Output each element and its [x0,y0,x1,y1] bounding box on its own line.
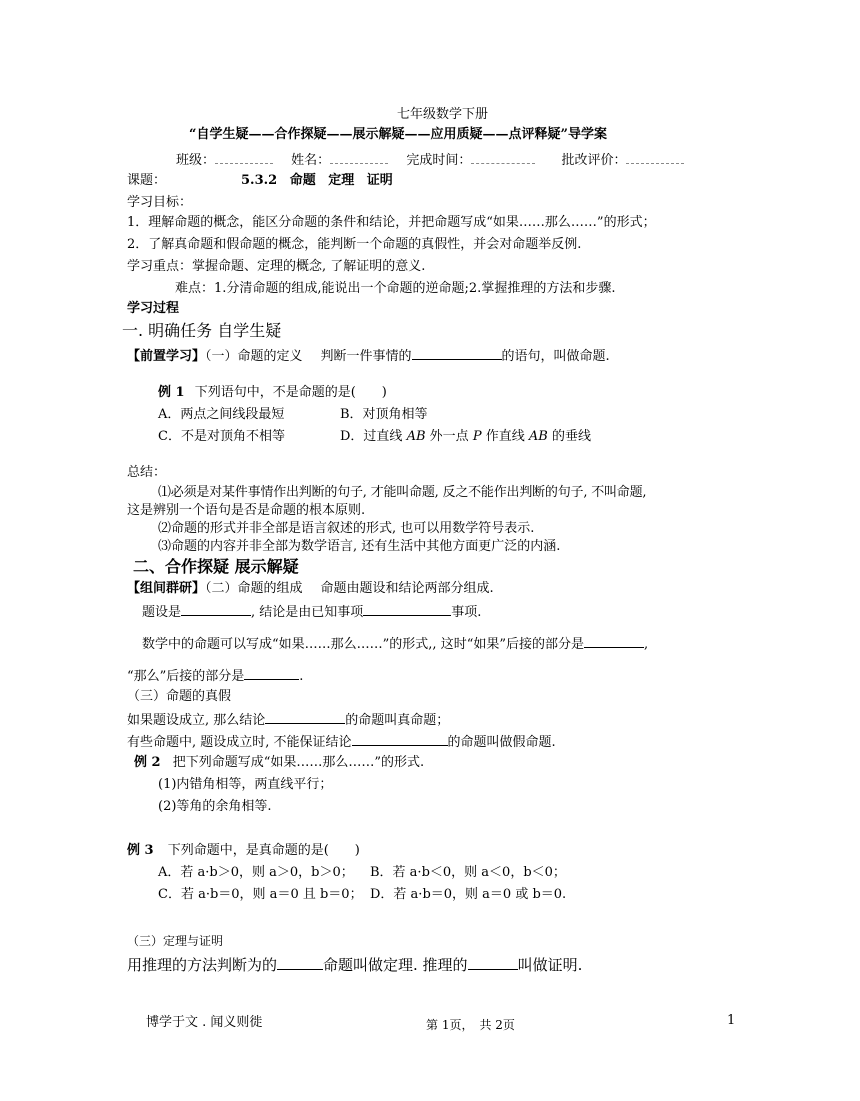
pre-study-tag: 【前置学习】 [127,349,206,364]
definition-blank[interactable] [412,346,502,360]
group-tag: 【组间群研】 [127,581,206,596]
example1-option-b: B．对顶角相等 [340,407,428,422]
example1-option-a: A．两点之间线段最短 [158,407,285,422]
form-text-a: 数学中的命题可以写成“如果……那么……”的形式,, 这时“如果”后接的部分是 [142,637,584,652]
example2-question: 把下列命题写成“如果……那么……”的形式. [172,755,425,770]
option-d-ab1: AB [406,429,426,444]
form-text-b: “那么”后接的部分是 [127,669,245,684]
example1-line [158,384,387,402]
name-field[interactable] [330,150,388,164]
premise-text-b: , 结论是由已知事项 [251,605,364,620]
time-field[interactable] [471,150,535,164]
premise-text-c: 事项. [451,605,482,620]
form-line-b [127,666,303,686]
topic-label: 课题： [127,173,167,188]
info-row [176,150,684,170]
form-text-c: . [299,669,304,684]
example1-option-c: C．不是对顶角不相等 [158,429,285,444]
example3-line [127,842,360,860]
footer-motto: 博学于文 . 闻义则徙 [146,1015,263,1030]
form-text-end: , [643,637,649,652]
example3-option-b: B．若 a·b＜0，则 a＜0，b＜0； [370,865,566,880]
time-label: 完成时间： [406,153,472,168]
summary-heading: 总结： [127,465,167,480]
difficult-points: 难点：1.分清命题的组成,能说出一个命题的逆命题;2.掌握推理的方法和步骤. [175,281,616,296]
option-d-p: P [472,429,482,444]
example2-q1: (1)内错角相等，两直线平行； [158,777,333,792]
pre-study-text-b: 的语句，叫做命题. [501,349,610,364]
premise-text-a: 题设是 [142,605,182,620]
pre-study-sub: （一）命题的定义 [205,349,303,364]
eval-label: 批改评价： [561,153,627,168]
goals-heading: 学习目标： [127,195,193,210]
truth-2a: 有些命题中, 题设成立时, 不能保证结论 [127,735,352,750]
example2-q2: (2)等角的余角相等. [158,799,272,814]
if-part-blank[interactable] [584,634,644,648]
doc-subtitle: “自学生疑——合作探疑——展示解疑——应用质疑——点评释疑”导学案 [189,127,607,142]
example3-label: 例 3 [127,843,154,858]
group-text: 命题由题设和结论两部分组成. [320,581,494,596]
summary-3: ⑶命题的内容并非全部为数学语言, 还有生活中其他方面更广泛的内涵. [158,539,561,554]
example1-option-d [340,428,591,446]
example3-question: 下列命题中，是真命题的是( ) [167,843,360,858]
example1-label: 例 1 [158,385,185,400]
group-sub: （二）命题的组成 [205,581,303,596]
doc-title: 七年级数学下册 [397,107,489,122]
example1-question: 下列语句中，不是命题的是( ) [194,385,387,400]
goal-2: 2．了解真命题和假命题的概念，能判断一个命题的真假性，并会对命题举反例. [127,237,582,252]
truth-heading: （三）命题的真假 [127,689,232,704]
truth-1b: 的命题叫真命题； [345,713,450,728]
theorem-blank-1[interactable] [277,954,323,970]
example2-label: 例 2 [134,755,161,770]
class-label: 班级： [176,153,216,168]
theorem-line [127,954,582,975]
example3-option-c: C．若 a·b＝0，则 a＝0 且 b＝0； [158,887,363,902]
name-label: 姓名： [291,153,331,168]
premise-line [142,602,481,622]
truth-1a: 如果题设成立, 那么结论 [127,713,266,728]
theorem-a: 用推理的方法判断为的 [127,956,278,974]
option-d-mid: 外一点 [429,429,469,444]
conclusion-blank[interactable] [363,602,451,616]
option-d-suffix: 的垂线 [551,429,591,444]
summary-2: ⑵命题的形式并非全部是语言叙述的形式, 也可以用数学符号表示. [158,521,535,536]
example3-option-a: A．若 a·b＞0，则 a＞0，b＞0； [158,865,354,880]
truth-line-1 [127,710,449,730]
then-part-blank[interactable] [244,666,299,680]
true-prop-blank[interactable] [265,710,345,724]
truth-line-2 [127,732,556,752]
section2-title: 二、合作探疑 展示解疑 [133,557,299,576]
summary-1b: 这是辨别一个语句是否是命题的根本原则. [127,503,366,518]
theorem-heading: （三）定理与证明 [127,934,224,948]
section1-title: 一. 明确任务 自学生疑 [122,321,282,340]
theorem-blank-2[interactable] [468,954,518,970]
form-line-a [142,634,648,654]
group-line [127,580,494,598]
option-d-prefix: D．过直线 [340,429,403,444]
goal-1: 1．理解命题的概念，能区分命题的条件和结论，并把命题写成“如果……那么……”的形式； [127,215,656,230]
summary-1a: ⑴必须是对某件事情作出判断的句子, 才能叫命题, 反之不能作出判断的句子, 不叫命题, [158,485,647,500]
premise-blank[interactable] [181,602,251,616]
process-heading: 学习过程 [127,301,180,316]
example3-option-d: D．若 a·b＝0，则 a＝0 或 b＝0. [370,887,567,902]
theorem-b: 命题叫做定理. 推理的 [323,956,468,974]
class-field[interactable] [215,150,273,164]
theorem-c: 叫做证明. [517,956,583,974]
false-prop-blank[interactable] [352,732,448,746]
pre-study-text-a: 判断一件事情的 [320,349,412,364]
option-d-mid2: 作直线 [485,429,525,444]
truth-2b: 的命题叫做假命题. [447,735,556,750]
eval-field[interactable] [626,150,684,164]
footer-page-number: 1 [727,1013,736,1028]
key-points: 学习重点：掌握命题、定理的概念, 了解证明的意义. [127,259,426,274]
footer-page-info: 第 1页， 共 2页 [426,1018,515,1032]
option-d-ab2: AB [528,429,548,444]
topic-value: 5.3.2 命题 定理 证明 [241,173,393,188]
example2-line [134,754,424,772]
pre-study-line [127,346,610,366]
